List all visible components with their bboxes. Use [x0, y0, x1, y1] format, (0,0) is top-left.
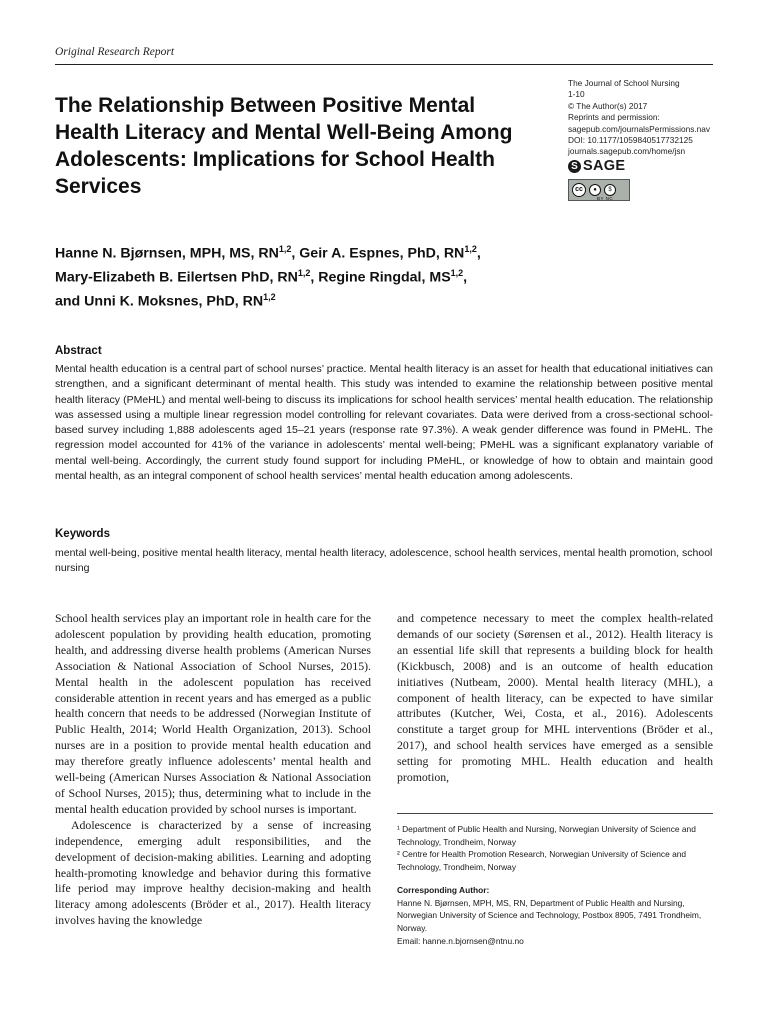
header-rule — [55, 64, 713, 65]
body-column-right — [397, 611, 713, 786]
author-affiliation: 1,2 — [464, 244, 477, 254]
body-paragraph: and competence necessary to meet the complex health-related demands of our society (Sørensen et al., 2012). Health literacy is an essential life skill that represents a building block for health (Kickbusch, 2008) and is an outcome of health education initiatives (Nutbeam, 2000). Mental health literacy (MHL), a component of health literacy, can be expected to have similar attributes (Kutcher, Wei, Costa, et al., 2016). Adolescents constitute a target group for MHL interventions (Bröder et al., 2017), and school health services have emerged as a sensible setting for promoting MHL. Health education and health promotion, — [397, 611, 713, 785]
journal-doi[interactable]: DOI: 10.1177/1059840517732125 — [568, 135, 693, 146]
sage-logo — [568, 158, 625, 174]
article-title: The Relationship Between Positive Mental Health Literacy and Mental Well-Being Among Adolescents: Implications for School Health Services — [55, 94, 513, 198]
abstract-heading: Abstract — [55, 345, 102, 357]
author-name: Mary-Elizabeth B. Eilertsen PhD, RN — [55, 269, 298, 286]
journal-name: The Journal of School Nursing — [568, 78, 680, 88]
noncommercial-icon: $ — [604, 184, 616, 196]
author-name: , Geir A. Espnes, PhD, RN — [291, 245, 465, 262]
sage-wordmark: SAGE — [583, 158, 626, 174]
footnote-spacer — [397, 874, 713, 884]
report-type-label: Original Research Report — [55, 46, 175, 58]
sage-mark-icon: S — [568, 160, 581, 173]
footnote-rule — [397, 813, 713, 814]
author-separator: , — [463, 269, 468, 286]
author-affiliation: 1,2 — [278, 244, 292, 254]
affiliation-footnote-1: ¹ Department of Public Health and Nursing, Norwegian University of Science and Technology, Trondheim, Norway — [397, 824, 696, 847]
journal-info — [568, 78, 728, 158]
license-labels: BY NC — [597, 196, 614, 201]
affiliation-footnote-2: ² Centre for Health Promotion Research, Norwegian University of Science and Technology, Trondheim, Norway — [397, 849, 687, 873]
author-name: and Unni K. Moksnes, PhD, RN — [55, 294, 264, 311]
journal-pages: 1-10 — [568, 89, 585, 100]
author-name: Hanne N. Bjørnsen, MPH, MS, RN — [55, 245, 279, 262]
abstract-text: Mental health education is a central part of school nurses’ practice. Mental health literacy is an asset for health that educational initiatives can strengthen, and a significant determinant of mental health. This study was intended to examine the relationship between positive mental health literacy (PMeHL) and mental well-being to discuss its implications for school health services’ mental health education. The relationship was assessed using a multiple linear regression model controlling for relevant covariates. Data were derived from a cross-sectional school-based survey including 1,888 adolescents aged 15–21 years (response rate 97.3%). A weak gender difference was found in PMeHL. The regression model accounted for 41% of the variance in adolescents’ mental well-being; PMeHL was a significant explanatory variable of mental well-being. Accordingly, the current study found support for including PMeHL, or knowledge of how to obtain and maintain good mental health, as an integral component of school health services’ mental health education among adolescents. — [55, 363, 713, 483]
author-list — [55, 240, 655, 313]
corresponding-author-email[interactable]: Email: hanne.n.bjornsen@ntnu.no — [397, 935, 524, 946]
author-affiliation: 1,2 — [297, 268, 311, 279]
corresponding-author-heading: Corresponding Author: — [397, 884, 490, 895]
author-affiliation: 1,2 — [263, 292, 276, 303]
journal-reprints: Reprints and permission: — [568, 112, 660, 123]
body-paragraph: Adolescence is characterized by a sense of increasing independence, emerging adult responsibilities, and the development of decision-making abilities. Learning and adopting health-promoting knowledge and behavior during this formative life period may improve healthy decision-making and health literacy among adolescents (Bröder et al., 2017). Health literacy involves having the knowledge — [55, 817, 371, 928]
cc-icon: cc — [572, 183, 586, 197]
author-separator: , — [476, 245, 481, 262]
attribution-icon: ● — [589, 184, 601, 196]
journal-permissions-link[interactable]: sagepub.com/journalsPermissions.nav — [568, 123, 711, 134]
author-affiliation: 1,2 — [450, 268, 464, 279]
author-name: , Regine Ringdal, MS — [310, 269, 451, 286]
body-column-left — [55, 611, 371, 929]
body-paragraph: School health services play an important role in health care for the adolescent population by providing health education, promoting health, and addressing diverse health problems (American Nurses Association & National Association of School Nurses, 2015). Mental health in the adolescent population has received considerable attention in recent years and has emerged as a public health concern that needs to be addressed (Norwegian Institute of Public Health, 2014; World Health Organization, 2013). School nurses are in a position to provide mental health education and may therefore greatly influence adolescents’ mental health and well-being (American Nurses Association & National Association of School Nurses, 2015); thus, determining what to include in the mental health education provided by school nurses is important. — [55, 611, 371, 816]
journal-home-link[interactable]: journals.sagepub.com/home/jsn — [568, 146, 686, 157]
keywords-heading: Keywords — [55, 528, 110, 540]
footnotes — [397, 823, 713, 947]
keywords-text: mental well-being, positive mental health literacy, mental health literacy, adolescence, school health services, mental health promotion, school nursing — [55, 547, 713, 575]
corresponding-author-address: Hanne N. Bjørnsen, MPH, MS, RN, Department of Public Health and Nursing, Norwegian University of Science and Technology, Postbox 8905, 7491 Trondheim, Norway. — [397, 897, 702, 933]
journal-copyright: © The Author(s) 2017 — [568, 100, 648, 111]
